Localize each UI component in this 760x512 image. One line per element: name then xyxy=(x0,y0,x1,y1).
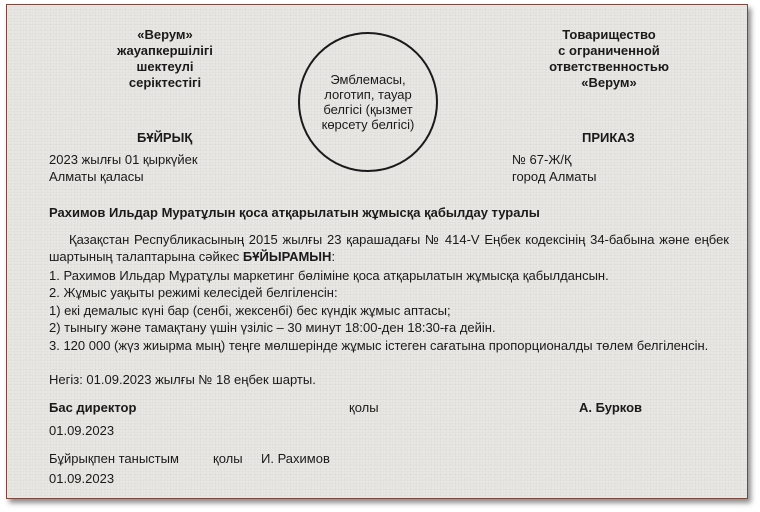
doc-type-ru: ПРИКАЗ xyxy=(582,130,635,145)
director-signature-label: қолы xyxy=(349,400,379,415)
doc-type-kz: БҰЙРЫҚ xyxy=(137,130,193,145)
order-item-2-2: 2) тыныгу және тамақтану үшін үзіліс – 30 минут 18:00-ден 18:30-ға дейін. xyxy=(49,320,496,335)
city-ru: город Алматы xyxy=(512,169,597,184)
preamble-end: : xyxy=(331,249,336,264)
preamble-bold: БҰЙЫРАМЫН xyxy=(242,249,332,264)
org-name-ru-line: с ограниченной xyxy=(558,43,660,58)
director-name: А. Бурков xyxy=(579,400,643,415)
order-item-2: 2. Жұмыс уақыты режимі келесідей белгіленсін: xyxy=(49,285,338,300)
org-name-kz-line: жауапкершілігі xyxy=(117,43,213,58)
org-name-ru xyxy=(534,27,684,91)
emblem-placeholder xyxy=(298,32,438,172)
city-kz: Алматы қаласы xyxy=(49,169,144,184)
employee-date: 01.09.2023 xyxy=(49,471,115,486)
director-date: 01.09.2023 xyxy=(49,423,115,438)
preamble-text: Қазақстан Республикасының 2015 жылғы 23 қарашадағы № 414-V Еңбек кодексінің 34-бабына және еңбек шартының талаптарына сәйкес xyxy=(49,232,729,264)
org-name-ru-line: «Верум» xyxy=(581,75,637,90)
date-kz: 2023 жылғы 01 қыркүйек xyxy=(49,152,198,167)
document-page xyxy=(6,4,748,499)
org-name-kz-line: серіктестігі xyxy=(128,75,202,90)
org-name-ru-line: Товарищество xyxy=(562,27,656,42)
org-name-kz-line: «Верум» xyxy=(137,27,193,42)
order-basis: Негіз: 01.09.2023 жылғы № 18 еңбек шарты. xyxy=(49,372,316,387)
order-number: № 67-Ж/Қ xyxy=(512,152,572,167)
order-item-2-1: 1) екі демалыс күні бар (сенбі, жексенбі) бес күндік жұмыс аптасы; xyxy=(49,303,451,318)
org-name-kz xyxy=(95,27,235,91)
employee-signature-label: қолы xyxy=(213,451,243,466)
org-name-ru-line: ответственностью xyxy=(549,59,669,74)
order-item-3: 3. 120 000 (жүз жиырма мың) теңге мөлшерінде жұмыс істеген сағатына пропорционалды төлем белгіленсін. xyxy=(49,338,709,353)
employee-name: И. Рахимов xyxy=(261,451,330,466)
emblem-text: Эмблемасы, логотип, тауар белгісі (қызмет көрсету белгісі) xyxy=(321,72,415,132)
order-preamble xyxy=(49,231,729,265)
director-title: Бас директор xyxy=(49,400,137,415)
org-name-kz-line: шектеулі xyxy=(136,59,194,74)
acquainted-label: Бұйрықпен таныстым xyxy=(49,451,179,466)
order-title: Рахимов Ильдар Муратұлын қоса атқарылатын жұмысқа қабылдау туралы xyxy=(49,205,540,220)
order-item-1: 1. Рахимов Ильдар Мұратұлы маркетинг бөліміне қоса атқарылатын жұмысқа қабылдансын. xyxy=(49,268,609,283)
